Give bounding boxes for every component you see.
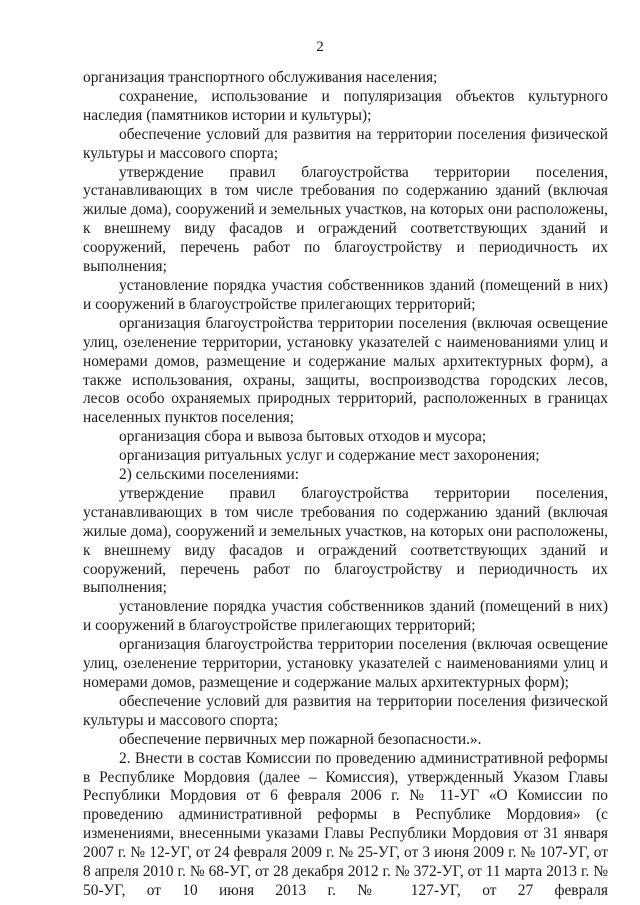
paragraph: организация благоустройства территории поселения (включая освещение улиц, озеленение территории, установку указателей с наименованиями улиц и номерами домов, размещение и содержание малых архитектурных форм);	[83, 636, 608, 691]
paragraph: 2) сельскими поселениями:	[119, 466, 300, 484]
paragraph: утверждение правил благоустройства территории поселения, устанавливающих в том числе требования по содержанию зданий (включая жилые дома), сооружений и земельных участков, на которых они расположены, к внешнему виду фасадов и ограждений соответствующих зданий и сооружений, перечень работ по благоустройству и периодичность их выполнения;	[83, 484, 608, 597]
paragraph: организация ритуальных услуг и содержание мест захоронения;	[119, 447, 540, 465]
page-number: 2	[316, 39, 324, 55]
document-body	[83, 69, 608, 901]
paragraph: 2. Внести в состав Комиссии по проведению административной реформы в Республике Мордовия (далее – Комиссия), утвержденный Указом Главы Республики Мордовия от 6 февраля 2006 г. № 11-УГ «О Комиссии по проведению административной реформы в Республике Мордовия» (с изменениями, внесенными указами Главы Республики Мордовия от 31 января 2007 г. № 12-УГ, от 24 февраля 2009 г. № 25-УГ, от 3 июня 2009 г. № 107-УГ, от 8 апреля 2010 г. № 68-УГ, от 28 декабря 2012 г. № 372-УГ, от 11 марта 2013 г. № 50-УГ, от 10 июня 2013 г. № 127-УГ, от 27 февраля	[83, 749, 608, 899]
paragraph: установление порядка участия собственников зданий (помещений в них) и сооружений в благоустройстве прилегающих территорий;	[83, 598, 608, 635]
paragraph: обеспечение первичных мер пожарной безопасности.».	[119, 730, 482, 748]
paragraph: установление порядка участия собственников зданий (помещений в них) и сооружений в благоустройстве прилегающих территорий;	[83, 276, 608, 313]
paragraph: обеспечение условий для развития на территории поселения физической культуры и массового спорта;	[83, 125, 608, 162]
paragraph: утверждение правил благоустройства территории поселения, устанавливающих в том числе требования по содержанию зданий (включая жилые дома), сооружений и земельных участков, на которых они расположены, к внешнему виду фасадов и ограждений соответствующих зданий и сооружений, перечень работ по благоустройству и периодичность их выполнения;	[83, 163, 608, 276]
paragraph: обеспечение условий для развития на территории поселения физической культуры и массового спорта;	[83, 692, 608, 729]
paragraph: сохранение, использование и популяризация объектов культурного наследия (памятников истории и культуры);	[83, 87, 608, 124]
paragraph: организация сбора и вывоза бытовых отходов и мусора;	[119, 428, 487, 446]
paragraph: организация благоустройства территории поселения (включая освещение улиц, озеленение территории, установку указателей с наименованиями улиц и номерами домов, размещение и содержание малых архитектурных форм), а также использования, охраны, защиты, воспроизводства городских лесов, лесов особо охраняемых природных территорий, расположенных в границах населенных пунктов поселения;	[83, 314, 608, 427]
paragraph: организация транспортного обслуживания населения;	[83, 69, 438, 86]
